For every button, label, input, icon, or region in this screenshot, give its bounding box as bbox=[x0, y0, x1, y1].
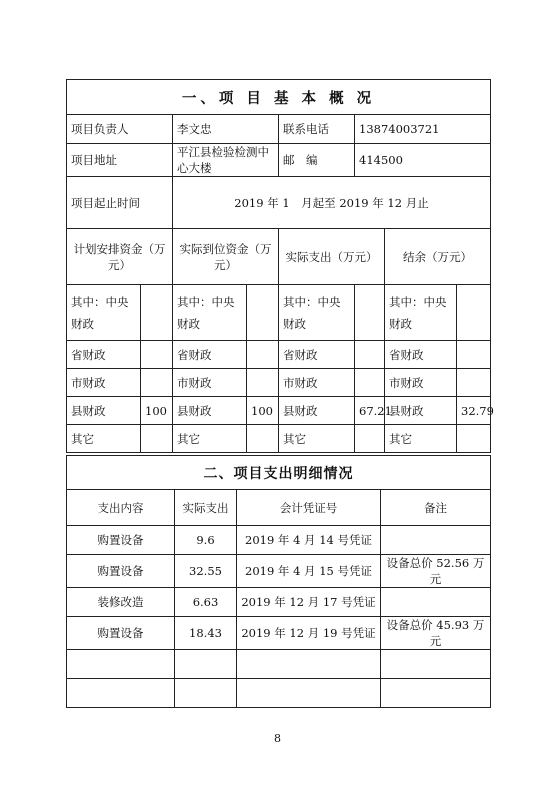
funds-cell bbox=[247, 425, 279, 453]
funds-cell bbox=[457, 285, 491, 341]
funds-cell: 其中：中央财政 bbox=[279, 285, 355, 341]
details-header-voucher: 会计凭证号 bbox=[237, 490, 381, 526]
details-cell: 购置设备 bbox=[67, 526, 175, 555]
details-title: 二、项目支出明细情况 bbox=[67, 456, 491, 490]
details-cell bbox=[175, 650, 237, 679]
details-header-amount: 实际支出 bbox=[175, 490, 237, 526]
details-cell bbox=[381, 650, 491, 679]
funds-cell: 省财政 bbox=[67, 341, 141, 369]
funds-cell: 市财政 bbox=[173, 369, 247, 397]
funds-cell bbox=[355, 369, 385, 397]
details-cell bbox=[381, 588, 491, 617]
funds-row bbox=[67, 341, 491, 369]
funds-header-received: 实际到位资金（万元） bbox=[173, 229, 279, 285]
funds-cell bbox=[355, 341, 385, 369]
funds-cell: 县财政 bbox=[385, 397, 457, 425]
funds-cell bbox=[355, 425, 385, 453]
details-cell: 装修改造 bbox=[67, 588, 175, 617]
funds-row bbox=[67, 425, 491, 453]
details-cell: 2019 年 4 月 14 号凭证 bbox=[237, 526, 381, 555]
funds-cell: 其中：中央财政 bbox=[385, 285, 457, 341]
details-cell: 2019 年 12 月 19 号凭证 bbox=[237, 617, 381, 650]
details-row bbox=[67, 679, 491, 708]
funds-cell: 省财政 bbox=[385, 341, 457, 369]
funds-cell bbox=[457, 425, 491, 453]
details-row bbox=[67, 650, 491, 679]
details-cell bbox=[237, 679, 381, 708]
funds-cell bbox=[141, 341, 173, 369]
details-cell: 6.63 bbox=[175, 588, 237, 617]
address-label: 项目地址 bbox=[67, 144, 173, 177]
funds-cell: 其它 bbox=[279, 425, 355, 453]
period-value: 2019 年 1 月起至 2019 年 12 月止 bbox=[173, 177, 491, 229]
funds-cell bbox=[355, 285, 385, 341]
funds-cell: 市财政 bbox=[67, 369, 141, 397]
details-cell: 2019 年 4 月 15 号凭证 bbox=[237, 555, 381, 588]
funds-cell bbox=[141, 369, 173, 397]
details-cell: 购置设备 bbox=[67, 555, 175, 588]
details-cell: 购置设备 bbox=[67, 617, 175, 650]
overview-title: 一、项 目 基 本 概 况 bbox=[67, 80, 491, 115]
details-cell: 32.55 bbox=[175, 555, 237, 588]
address-value: 平江县检验检测中心大楼 bbox=[173, 144, 279, 177]
funds-header-spent: 实际支出（万元） bbox=[279, 229, 385, 285]
page-number: 8 bbox=[274, 732, 281, 745]
details-cell: 设备总价 52.56 万元 bbox=[381, 555, 491, 588]
details-cell: 2019 年 12 月 17 号凭证 bbox=[237, 588, 381, 617]
funds-cell: 32.79 bbox=[457, 397, 491, 425]
details-row bbox=[67, 617, 491, 650]
details-cell bbox=[67, 679, 175, 708]
funds-cell: 市财政 bbox=[385, 369, 457, 397]
details-cell bbox=[381, 526, 491, 555]
details-row bbox=[67, 526, 491, 555]
funds-cell: 省财政 bbox=[173, 341, 247, 369]
funds-cell bbox=[457, 369, 491, 397]
details-cell: 18.43 bbox=[175, 617, 237, 650]
manager-label: 项目负责人 bbox=[67, 115, 173, 144]
funds-cell bbox=[457, 341, 491, 369]
details-cell: 设备总价 45.93 万元 bbox=[381, 617, 491, 650]
funds-cell: 县财政 bbox=[173, 397, 247, 425]
postcode-label: 邮 编 bbox=[279, 144, 355, 177]
funds-cell: 其它 bbox=[173, 425, 247, 453]
details-table bbox=[66, 455, 491, 708]
details-cell bbox=[67, 650, 175, 679]
details-row bbox=[67, 555, 491, 588]
funds-row bbox=[67, 285, 491, 341]
postcode-value: 414500 bbox=[355, 144, 491, 177]
funds-header-balance: 结余（万元） bbox=[385, 229, 491, 285]
funds-header-planned: 计划安排资金（万元） bbox=[67, 229, 173, 285]
funds-cell: 其它 bbox=[385, 425, 457, 453]
overview-table bbox=[66, 79, 494, 453]
details-header-content: 支出内容 bbox=[67, 490, 175, 526]
details-header-remark: 备注 bbox=[381, 490, 491, 526]
funds-cell: 其它 bbox=[67, 425, 141, 453]
details-cell bbox=[381, 679, 491, 708]
funds-cell: 其中：中央财政 bbox=[67, 285, 141, 341]
funds-cell bbox=[247, 341, 279, 369]
funds-cell: 100 bbox=[141, 397, 173, 425]
period-label: 项目起止时间 bbox=[67, 177, 173, 229]
funds-cell: 省财政 bbox=[279, 341, 355, 369]
funds-cell: 其中：中央财政 bbox=[173, 285, 247, 341]
funds-cell: 县财政 bbox=[279, 397, 355, 425]
manager-value: 李文忠 bbox=[173, 115, 279, 144]
funds-cell: 67.21 bbox=[355, 397, 385, 425]
funds-row bbox=[67, 397, 491, 425]
details-cell bbox=[175, 679, 237, 708]
phone-value: 13874003721 bbox=[355, 115, 491, 144]
funds-cell bbox=[247, 369, 279, 397]
funds-cell: 100 bbox=[247, 397, 279, 425]
funds-cell bbox=[141, 425, 173, 453]
funds-cell: 县财政 bbox=[67, 397, 141, 425]
funds-cell bbox=[141, 285, 173, 341]
phone-label: 联系电话 bbox=[279, 115, 355, 144]
funds-row bbox=[67, 369, 491, 397]
details-row bbox=[67, 588, 491, 617]
funds-cell bbox=[247, 285, 279, 341]
details-cell bbox=[237, 650, 381, 679]
funds-cell: 市财政 bbox=[279, 369, 355, 397]
details-cell: 9.6 bbox=[175, 526, 237, 555]
